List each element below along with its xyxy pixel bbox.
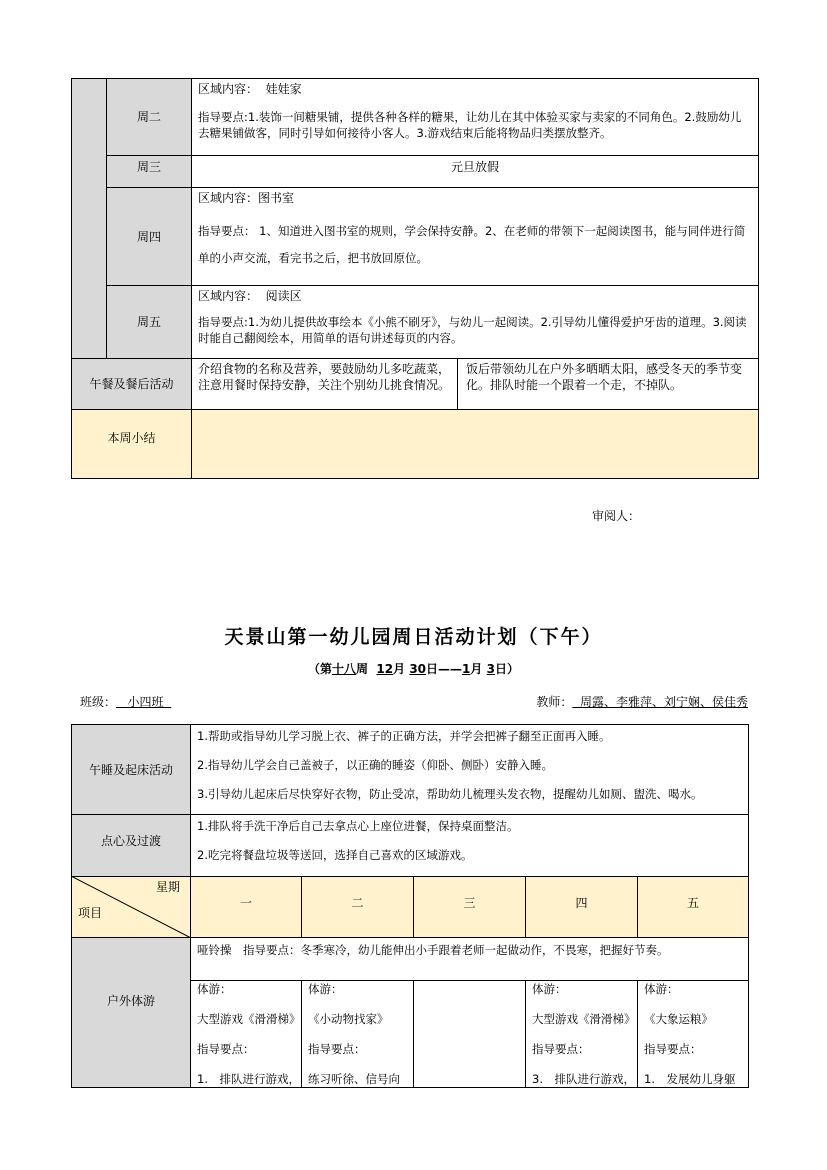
day-content-wed	[191, 155, 759, 188]
snack-label	[71, 814, 191, 877]
class-info	[80, 694, 171, 710]
text: 3. 排队进行游戏，	[532, 1072, 635, 1086]
text: 日——	[426, 662, 463, 676]
text: 指导要点：	[532, 1042, 590, 1056]
snack-item: 2.吃完将餐盘垃圾等送回，选择自己喜欢的区域游戏。	[197, 848, 473, 862]
text: 午餐及餐后活动	[89, 377, 174, 391]
corner-header	[71, 876, 191, 938]
text: 班级：	[80, 695, 117, 709]
text: 大型游戏《滑滑梯》	[197, 1012, 301, 1026]
area-line	[198, 81, 752, 97]
day-header-fri	[637, 876, 749, 938]
text: 小四班	[127, 695, 164, 709]
text: 体游：	[308, 982, 343, 996]
text: 周	[356, 662, 369, 676]
area-line	[198, 190, 752, 206]
guide-text: 指导要点： 1、知道进入图书室的规则，学会保持安静。2、在老师的带领下一起阅读图书，能与同伴进行简单的小声交流，看完书之后，把书放回原位。	[198, 224, 746, 265]
text: 午睡及起床活动	[88, 762, 173, 777]
day-label-fri	[106, 285, 192, 359]
text: 大型游戏《滑滑梯》	[532, 1012, 636, 1026]
day-header-mon	[190, 876, 302, 938]
text: 哑铃操 指导要点：冬季寒冷，幼儿能伸出小手跟着老师一起做动作，不畏寒，把握好节奏。	[197, 943, 669, 957]
lunch-label	[71, 358, 192, 410]
week-summary-label	[71, 409, 192, 479]
text: 阅读区	[265, 289, 302, 303]
teacher-info	[536, 694, 748, 710]
day-label-thu	[106, 187, 192, 286]
reviewer-label: 审阅人：	[592, 509, 641, 523]
day-header-wed	[413, 876, 526, 938]
day-content-tue	[191, 78, 759, 156]
guide-text: 指导要点:1.为幼儿提供故事绘本《小熊不刷牙》，与幼儿一起阅读。2.引导幼儿懂得爱护牙齿的道理。3.阅读时能自己翻阅绘本，用简单的语句讲述每页的内容。	[198, 315, 747, 345]
text: 体游：	[644, 982, 679, 996]
text: 图书室	[258, 191, 295, 205]
lunch-content-left	[191, 358, 458, 410]
day-header-tue	[301, 876, 414, 938]
outdoor-day-tue	[301, 980, 414, 1088]
outdoor-day-wed	[413, 980, 526, 1088]
outdoor-exercise	[190, 937, 749, 981]
end-month: 1	[462, 662, 471, 676]
outdoor-label	[71, 937, 191, 1088]
text: 区域内容：	[198, 289, 259, 303]
text: 介绍食物的名称及营养，要鼓励幼儿多吃蔬菜，注意用餐时保持安静，关注个别幼儿挑食情况。	[198, 362, 451, 392]
text: 点心及过渡	[100, 833, 161, 848]
day-label-tue	[106, 78, 192, 156]
corner-top-label: 星期	[155, 880, 180, 894]
guide-text: 指导要点:1.装饰一间糖果铺，提供各种各样的糖果，让幼儿在其中体验买家与卖家的不同角色。2.鼓励幼儿去糖果铺做客，同时引导如何接待小客人。3.游戏结束后能将物品归类摆放整齐。	[198, 110, 742, 140]
week-summary-field[interactable]	[191, 409, 759, 479]
text: 周露、李雅萍、刘宁娴、侯佳秀	[579, 695, 748, 709]
text: 三	[463, 896, 476, 910]
snack-content	[190, 814, 749, 877]
text: 四	[575, 896, 588, 910]
text: 娃娃家	[265, 82, 302, 96]
text: 《小动物找家》	[308, 1012, 389, 1026]
week-number: 十八	[332, 662, 357, 676]
nap-content	[190, 724, 749, 815]
teacher-value	[572, 695, 748, 709]
text: 月	[393, 662, 406, 676]
text: 周五	[136, 315, 161, 329]
text: 指导要点：	[308, 1042, 366, 1056]
text: 户外体游	[106, 993, 155, 1008]
section-label-column	[71, 78, 107, 359]
text: 体游：	[197, 982, 232, 996]
lunch-content-right	[457, 358, 759, 410]
page-title: 天景山第一幼儿园周日活动计划（下午）	[224, 626, 603, 648]
text: 1. 发展幼儿身躯	[644, 1072, 736, 1086]
text: 周三	[136, 160, 161, 174]
area-line	[198, 288, 752, 304]
snack-item: 1.排队将手洗干净后自己去拿点心上座位进餐，保持桌面整洁。	[197, 819, 519, 833]
text: 二	[351, 896, 364, 910]
corner-bottom-label: 项目	[78, 906, 103, 920]
text: 指导要点：	[197, 1042, 255, 1056]
nap-item: 3.引导幼儿起床后尽快穿好衣物，防止受凉，帮助幼儿梳理头发衣物，提醒幼儿如厕、盥洗、喝水。	[197, 787, 703, 801]
day-label-wed	[106, 155, 192, 188]
nap-item: 2.指导幼儿学会自己盖被子，以正确的睡姿（仰卧、侧卧）安静入睡。	[197, 758, 553, 772]
text: 五	[686, 896, 699, 910]
text: 区域内容：	[198, 191, 259, 205]
text: 月	[470, 662, 483, 676]
nap-label	[71, 724, 191, 815]
text: 日）	[494, 662, 519, 676]
text: 体游：	[532, 982, 567, 996]
date-range	[0, 661, 827, 677]
day-header-thu	[525, 876, 638, 938]
text: 饭后带领幼儿在户外多晒晒太阳，感受冬天的季节变化。排队时能一个跟着一个走，不掉队。	[466, 362, 743, 392]
text: 练习听徐、信号向	[308, 1072, 400, 1086]
text: 一	[239, 896, 252, 910]
text: 区域内容：	[198, 82, 259, 96]
text: 周四	[136, 229, 161, 244]
nap-item: 1.帮助或指导幼儿学习脱上衣、裤子的正确方法，并学会把裤子翻至正面再入睡。	[197, 729, 611, 743]
outdoor-day-fri	[637, 980, 749, 1088]
class-value	[116, 695, 171, 709]
outdoor-day-mon	[190, 980, 302, 1088]
text: 教师：	[536, 695, 573, 709]
start-month: 12	[376, 662, 394, 676]
day-label-text: 周二	[136, 110, 161, 124]
outdoor-day-thu	[525, 980, 638, 1088]
text: 本周小结	[107, 431, 156, 445]
start-day: 30	[409, 662, 427, 676]
text: （第	[308, 662, 333, 676]
holiday-text: 元旦放假	[450, 160, 499, 174]
end-day: 3	[486, 662, 495, 676]
text: 指导要点：	[644, 1042, 702, 1056]
text: 1. 排队进行游戏，	[197, 1072, 300, 1086]
day-content-thu	[191, 187, 759, 286]
day-content-fri	[191, 285, 759, 359]
text: 《大象运粮》	[644, 1012, 713, 1026]
